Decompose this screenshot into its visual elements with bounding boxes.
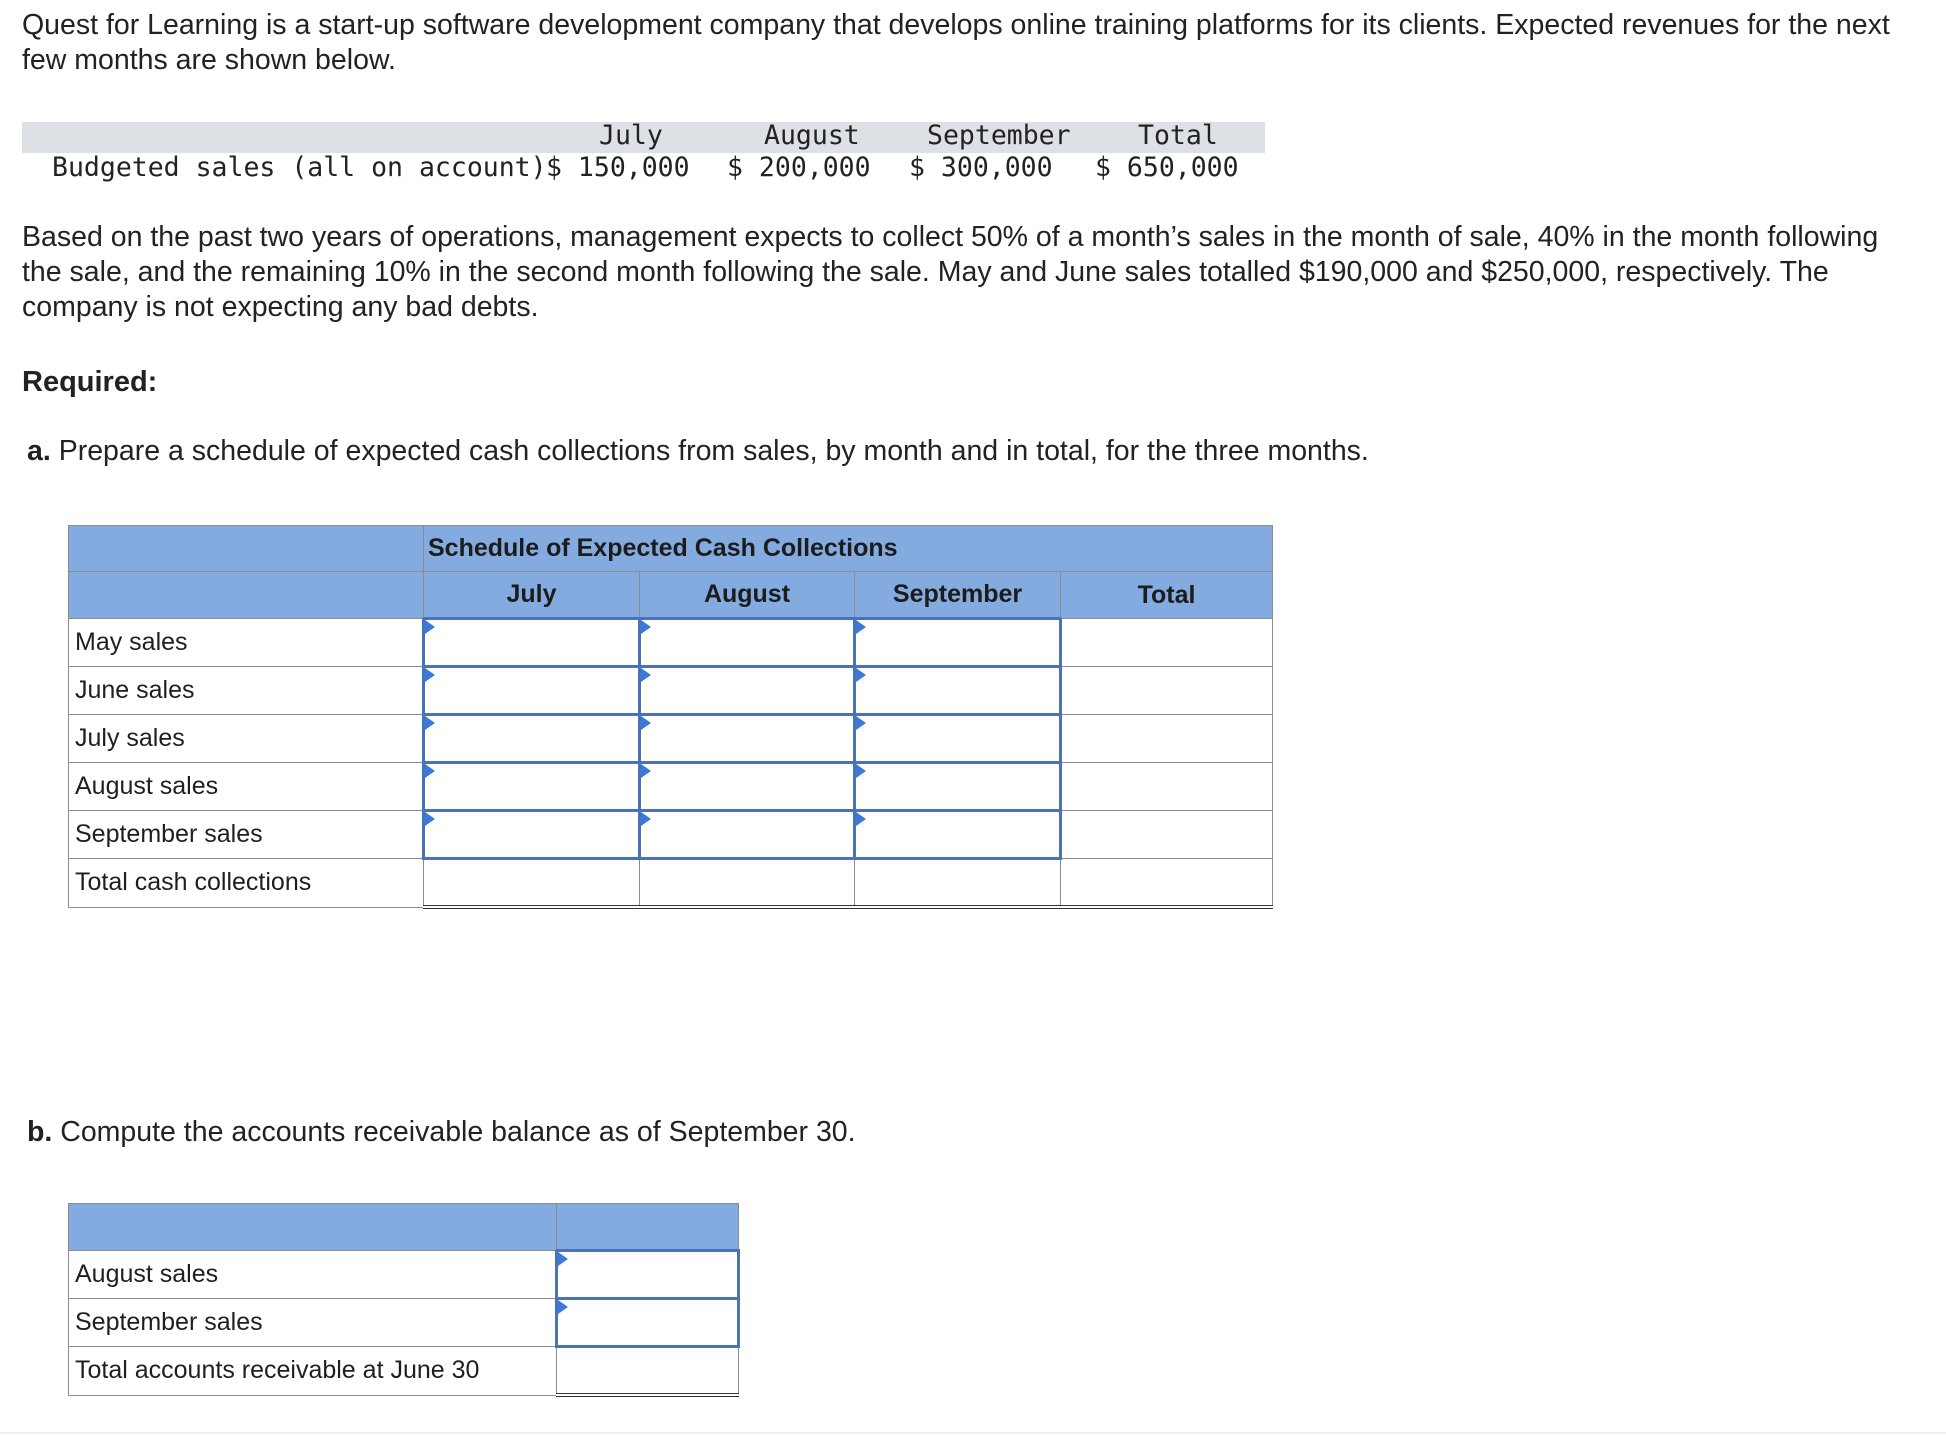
intro-text: Quest for Learning is a start-up software development company that develops online training platforms for its clients. Expected revenues for the next few months are shown below. (22, 9, 1890, 76)
august-september-input[interactable] (855, 763, 1061, 811)
september-total-cell (1061, 811, 1273, 859)
budget-header-september: September (927, 120, 1071, 151)
total-september-cell (855, 859, 1061, 908)
cash-collections-schedule (68, 525, 1273, 909)
ar-label-september-sales: September sales (69, 1299, 557, 1347)
ar-row-total (69, 1347, 739, 1396)
schedule-title: Schedule of Expected Cash Collections (424, 526, 1273, 572)
total-august-cell (640, 859, 855, 908)
ar-header-blank-1 (69, 1204, 557, 1251)
part-b-question (27, 1116, 856, 1149)
page-bottom-divider (0, 1432, 1946, 1434)
july-total-cell (1061, 715, 1273, 763)
ar-august-input[interactable] (557, 1251, 739, 1299)
july-september-input[interactable] (855, 715, 1061, 763)
accounts-receivable-table (68, 1203, 740, 1397)
september-september-input[interactable] (855, 811, 1061, 859)
schedule-row-july (69, 715, 1273, 763)
august-july-input[interactable] (424, 763, 640, 811)
ar-september-input[interactable] (557, 1299, 739, 1347)
may-september-input[interactable] (855, 619, 1061, 667)
may-august-input[interactable] (640, 619, 855, 667)
part-a-question (27, 435, 1369, 468)
june-july-input[interactable] (424, 667, 640, 715)
schedule-row-june (69, 667, 1273, 715)
september-august-input[interactable] (640, 811, 855, 859)
ar-row-august (69, 1251, 739, 1299)
ar-label-total: Total accounts receivable at June 30 (69, 1347, 557, 1396)
required-heading: Required: (22, 366, 158, 398)
part-b-text: Compute the accounts receivable balance as of September 30. (60, 1116, 856, 1148)
row-label-total-cash-collections: Total cash collections (69, 859, 424, 908)
row-label-august-sales: August sales (69, 763, 424, 811)
budget-header-total: Total (1138, 120, 1218, 151)
schedule-row-may (69, 619, 1273, 667)
budget-value-august: $ 200,000 (727, 152, 871, 183)
schedule-header-july: July (424, 572, 640, 619)
part-a-text: Prepare a schedule of expected cash collections from sales, by month and in total, for the three months. (58, 435, 1369, 467)
budget-value-september: $ 300,000 (909, 152, 1053, 183)
ar-row-september (69, 1299, 739, 1347)
july-august-input[interactable] (640, 715, 855, 763)
schedule-title-row (69, 526, 1273, 572)
august-august-input[interactable] (640, 763, 855, 811)
row-label-may-sales: May sales (69, 619, 424, 667)
september-july-input[interactable] (424, 811, 640, 859)
part-a-letter: a. (27, 435, 51, 467)
budget-row-label: Budgeted sales (all on account) (52, 152, 547, 183)
schedule-header-total: Total (1061, 572, 1273, 619)
may-july-input[interactable] (424, 619, 640, 667)
budget-value-total: $ 650,000 (1095, 152, 1239, 183)
part-b-letter: b. (27, 1116, 53, 1148)
budget-header-july: July (599, 120, 663, 151)
ar-header-blank-2 (557, 1204, 739, 1251)
row-label-june-sales: June sales (69, 667, 424, 715)
ar-header-row (69, 1204, 739, 1251)
ar-total-cell (557, 1347, 739, 1396)
total-total-cell (1061, 859, 1273, 908)
august-total-cell (1061, 763, 1273, 811)
june-august-input[interactable] (640, 667, 855, 715)
schedule-header-august: August (640, 572, 855, 619)
ar-label-august-sales: August sales (69, 1251, 557, 1299)
may-total-cell (1061, 619, 1273, 667)
july-july-input[interactable] (424, 715, 640, 763)
row-label-july-sales: July sales (69, 715, 424, 763)
schedule-row-september (69, 811, 1273, 859)
schedule-row-total (69, 859, 1273, 908)
schedule-title-blank (69, 526, 424, 572)
budget-value-july: $ 150,000 (546, 152, 690, 183)
schedule-row-august (69, 763, 1273, 811)
june-september-input[interactable] (855, 667, 1061, 715)
schedule-header-blank (69, 572, 424, 619)
collection-policy-text: Based on the past two years of operations, management expects to collect 50% of a month’s sales in the month of sale, 40% in the month following the sale, and the remaining 10% in the second month following the sale. May and June sales totalled $190,000 and $250,000, respectively. The company is not expecting any bad debts. (22, 221, 1879, 323)
schedule-column-header-row (69, 572, 1273, 619)
schedule-header-september: September (855, 572, 1061, 619)
row-label-september-sales: September sales (69, 811, 424, 859)
total-july-cell (424, 859, 640, 908)
june-total-cell (1061, 667, 1273, 715)
budget-header-august: August (764, 120, 860, 151)
